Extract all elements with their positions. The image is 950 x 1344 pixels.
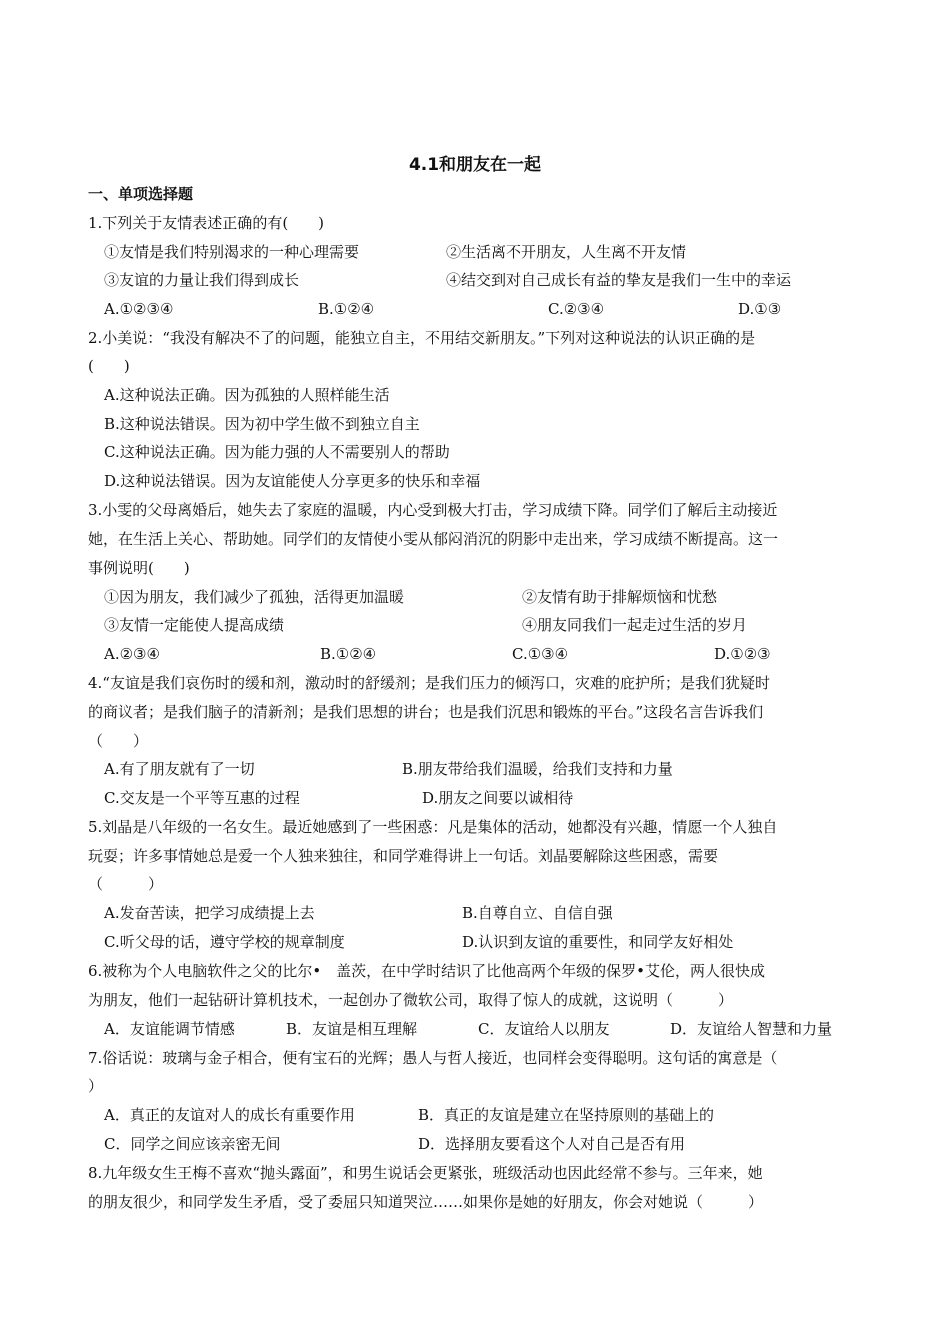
question-6-option-a: A．友谊能调节情感	[104, 1020, 235, 1038]
question-8-stem: 8.九年级女生王梅不喜欢“抛头露面”，和男生说话会更紧张，班级活动也因此经常不参与。三年来，她	[88, 1164, 763, 1182]
question-1-option-c: C.②③④	[548, 300, 605, 318]
question-3-stem-cont: 她，在生活上关心、帮助她。同学们的友情使小雯从郁闷消沉的阴影中走出来，学习成绩不断提高。这一	[88, 530, 779, 548]
question-5-stem-cont: 玩耍；许多事情她总是爱一个人独来独往，和同学难得讲上一句话。刘晶要解除这些困惑，需要	[88, 847, 719, 865]
question-5-stem: 5.刘晶是八年级的一名女生。最近她感到了一些困惑：凡是集体的活动，她都没有兴趣，情愿一个人独自	[88, 818, 778, 836]
question-7-stem: 7.俗话说：玻璃与金子相合，便有宝石的光辉；愚人与哲人接近，也同样会变得聪明。这句话的寓意是（	[88, 1049, 778, 1067]
question-8-stem-cont: 的朋友很少，和同学发生矛盾，受了委屈只知道哭泣……如果你是她的好朋友，你会对她说（ ）	[88, 1193, 764, 1211]
question-2-stem: 2.小美说：“我没有解决不了的问题，能独立自主，不用结交新朋友。”下列对这种说法的认识正确的是	[88, 329, 756, 347]
question-2-option-b: B.这种说法错误。因为初中学生做不到独立自主	[104, 415, 420, 433]
section-heading: 一、单项选择题	[88, 185, 194, 203]
question-6-option-d: D．友谊给人智慧和力量	[670, 1020, 833, 1038]
question-6-option-c: C．友谊给人以朋友	[478, 1020, 610, 1038]
question-7-option-b: B．真正的友谊是建立在坚持原则的基础上的	[418, 1106, 715, 1124]
question-5-option-b: B.自尊自立、自信自强	[462, 904, 613, 922]
question-7-option-c: C．同学之间应该亲密无间	[104, 1135, 281, 1153]
question-1-statement-3: ③友谊的力量让我们得到成长	[104, 271, 300, 289]
question-2-stem-cont: ( )	[88, 357, 130, 375]
question-4-stem-cont: 的商议者；是我们脑子的清新剂；是我们思想的讲台；也是我们沉思和锻炼的平台。”这段名言告诉我们	[88, 703, 764, 721]
question-3-option-b: B.①②④	[320, 645, 377, 663]
question-3-statement-3: ③友情一定能使人提高成绩	[104, 616, 285, 634]
question-1-statement-1: ①友情是我们特别渴求的一种心理需要	[104, 243, 360, 261]
question-1-stem: 1.下列关于友情表述正确的有( )	[88, 214, 325, 232]
question-7-stem-cont: ）	[88, 1077, 104, 1095]
question-4-option-c: C.交友是一个平等互惠的过程	[104, 789, 300, 807]
question-2-option-c: C.这种说法正确。因为能力强的人不需要别人的帮助	[104, 443, 450, 461]
question-1-statement-4: ④结交到对自己成长有益的挚友是我们一生中的幸运	[446, 271, 792, 289]
question-1-option-a: A.①②③④	[104, 300, 174, 318]
question-5-option-a: A.发奋苦读，把学习成绩提上去	[104, 904, 315, 922]
question-3-stem-end: 事例说明( )	[88, 559, 190, 577]
page-title: 4.1和朋友在一起	[408, 155, 542, 175]
question-3-option-a: A.②③④	[104, 645, 160, 663]
question-6-option-b: B．友谊是相互理解	[286, 1020, 418, 1038]
question-4-option-a: A.有了朋友就有了一切	[104, 760, 255, 778]
question-7-option-d: D．选择朋友要看这个人对自己是否有用	[418, 1135, 686, 1153]
question-3-statement-4: ④朋友同我们一起走过生活的岁月	[522, 616, 748, 634]
question-3-option-d: D.①②③	[714, 645, 771, 663]
question-3-statement-1: ①因为朋友，我们减少了孤独，活得更加温暖	[104, 588, 405, 606]
question-4-option-d: D.朋友之间要以诚相待	[422, 789, 574, 807]
question-5-stem-end: （ ）	[88, 875, 164, 893]
question-5-option-d: D.认识到友谊的重要性，和同学友好相处	[462, 933, 734, 951]
question-2-option-d: D.这种说法错误。因为友谊能使人分享更多的快乐和幸福	[104, 472, 481, 490]
question-4-stem: 4.“友谊是我们哀伤时的缓和剂，激动时的舒缓剂；是我们压力的倾泻口，灾难的庇护所；是我们犹疑时	[88, 674, 770, 692]
question-1-option-b: B.①②④	[318, 300, 375, 318]
question-6-stem: 6.被称为个人电脑软件之父的比尔• 盖茨，在中学时结识了比他高两个年级的保罗•艾伦，两人很快成	[88, 962, 766, 980]
question-7-option-a: A．真正的友谊对人的成长有重要作用	[104, 1106, 355, 1124]
question-4-stem-end: （ ）	[88, 732, 149, 750]
question-3-option-c: C.①③④	[512, 645, 569, 663]
question-5-option-c: C.听父母的话，遵守学校的规章制度	[104, 933, 345, 951]
question-1-option-d: D.①③	[738, 300, 782, 318]
question-1-statement-2: ②生活离不开朋友，人生离不开友情	[446, 243, 687, 261]
question-2-option-a: A.这种说法正确。因为孤独的人照样能生活	[104, 386, 390, 404]
question-6-stem-cont: 为朋友，他们一起钻研计算机技术，一起创办了微软公司，取得了惊人的成就，这说明（ ）	[88, 991, 734, 1009]
question-3-stem: 3.小雯的父母离婚后，她失去了家庭的温暖，内心受到极大打击，学习成绩下降。同学们了解后主动接近	[88, 501, 778, 519]
question-4-option-b: B.朋友带给我们温暖，给我们支持和力量	[402, 760, 673, 778]
question-3-statement-2: ②友情有助于排解烦恼和忧愁	[522, 588, 718, 606]
